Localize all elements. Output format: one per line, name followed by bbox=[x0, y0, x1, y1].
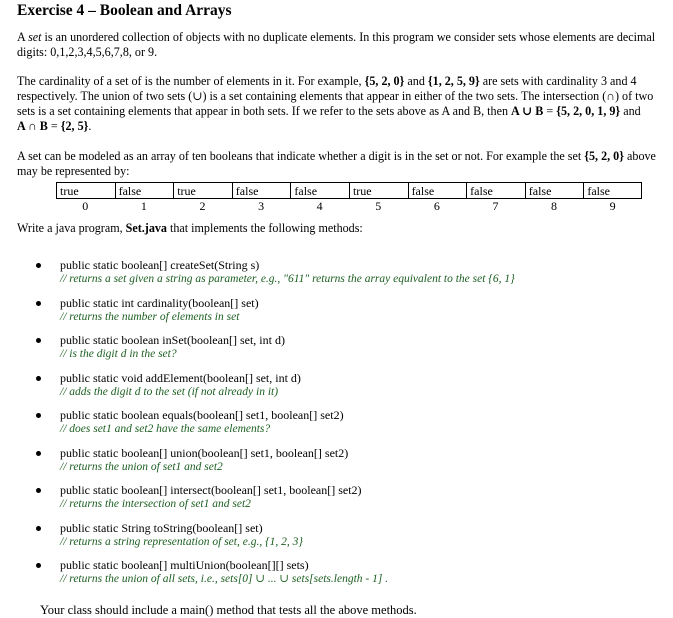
list-item bbox=[36, 521, 656, 559]
intro-line-1: A set is an unordered collection of objects with no duplicate elements. In this program we consider sets whose elements are decimal bbox=[17, 30, 656, 44]
list-item bbox=[36, 258, 656, 296]
list-item bbox=[36, 483, 656, 521]
cardinality-line-4: A ∩ B = {2, 5}. bbox=[17, 119, 92, 133]
intro-paragraph bbox=[17, 30, 665, 60]
model-line-1: A set can be modeled as an array of ten booleans that indicate whether a digit is in the set or not. For example the set {5, 2, 0} above bbox=[17, 149, 656, 163]
method-signature: public static boolean[] createSet(String s) bbox=[60, 258, 260, 272]
array-index-cell: 0 bbox=[82, 199, 89, 213]
bullet-icon bbox=[36, 488, 41, 493]
set-term: set bbox=[28, 30, 42, 44]
filename: Set.java bbox=[125, 221, 167, 235]
array-value-cell: true bbox=[349, 182, 408, 199]
array-value-cell: false bbox=[290, 182, 349, 199]
list-item bbox=[36, 558, 656, 596]
list-item bbox=[36, 333, 656, 371]
method-signature: public static void addElement(boolean[] set, int d) bbox=[60, 370, 301, 385]
array-index-cell: 4 bbox=[316, 199, 323, 213]
instruction-paragraph: Write a java program, Set.java that implements the following methods: bbox=[17, 221, 363, 235]
method-comment: // returns a set given a string as parameter, e.g., "611" returns the array equivalent to the set {6, 1} bbox=[60, 273, 515, 285]
list-item bbox=[36, 296, 656, 334]
cardinality-paragraph bbox=[17, 74, 665, 134]
method-comment: // adds the digit d to the set (if not already in it) bbox=[60, 385, 279, 398]
array-index-cell: 7 bbox=[492, 199, 499, 213]
method-signature: public static int cardinality(boolean[] set) bbox=[60, 295, 259, 310]
method-signature: public static boolean[] multiUnion(boolean[][] sets) bbox=[60, 558, 309, 572]
method-comment: // returns a string representation of set, e.g., {1, 2, 3} bbox=[60, 535, 304, 548]
array-value-cell: false bbox=[466, 182, 525, 199]
method-signature: public static boolean[] intersect(boolean[] set1, boolean[] set2) bbox=[60, 483, 362, 497]
array-index-cell: 2 bbox=[199, 199, 206, 213]
bullet-icon bbox=[36, 376, 41, 381]
model-paragraph bbox=[17, 149, 665, 179]
list-item bbox=[36, 446, 656, 484]
footer-note: Your class should include a main() method that tests all the above methods. bbox=[40, 602, 417, 617]
array-value-cell: false bbox=[408, 182, 467, 199]
bullet-icon bbox=[36, 526, 41, 531]
array-values-row bbox=[56, 182, 642, 199]
boolean-array-table bbox=[56, 182, 642, 214]
bullet-icon bbox=[36, 263, 41, 268]
array-value-cell: true bbox=[173, 182, 232, 199]
method-comment: // returns the union of set1 and set2 bbox=[60, 460, 223, 473]
method-signature: public static boolean inSet(boolean[] set, int d) bbox=[60, 333, 285, 347]
page-title: Exercise 4 – Boolean and Arrays bbox=[17, 2, 232, 19]
bullet-icon bbox=[36, 451, 41, 456]
model-line-2: may be represented by: bbox=[17, 164, 130, 178]
array-value-cell: false bbox=[525, 182, 584, 199]
cardinality-line-2: respectively. The union of two sets (∪) is a set containing elements that appear in either of the two sets. The intersection (∩) of two bbox=[17, 89, 654, 103]
array-index-cell: 8 bbox=[551, 199, 558, 213]
array-value-cell: false bbox=[583, 182, 642, 199]
array-index-cell: 9 bbox=[609, 199, 616, 213]
method-signature: public static String toString(boolean[] set) bbox=[60, 520, 263, 535]
method-comment: // returns the number of elements in set bbox=[60, 310, 240, 323]
cardinality-line-1: The cardinality of a set of is the number of elements in it. For example, {5, 2, 0} and {1, 2, 5, 9} are sets with cardinality 3 and 4 bbox=[17, 74, 637, 88]
bullet-icon bbox=[36, 563, 41, 568]
bullet-icon bbox=[36, 413, 41, 418]
method-list bbox=[36, 258, 656, 596]
array-value-cell: false bbox=[115, 182, 174, 199]
array-value-cell: false bbox=[232, 182, 291, 199]
method-comment: // is the digit d in the set? bbox=[60, 348, 177, 360]
array-index-cell: 3 bbox=[258, 199, 265, 213]
method-comment: // does set1 and set2 have the same elements? bbox=[60, 423, 271, 435]
bullet-icon bbox=[36, 301, 41, 306]
cardinality-line-3: sets is a set containing elements that appear in both sets. If we refer to the sets above as A and B, then A ∪ B = {5, 2, 0, 1, 9} and bbox=[17, 104, 641, 118]
method-comment: // returns the union of all sets, i.e., sets[0] ∪ ... ∪ sets[sets.length - 1] . bbox=[60, 573, 389, 585]
array-value-cell: true bbox=[56, 182, 115, 199]
intro-line-2: digits: 0,1,2,3,4,5,6,7,8, or 9. bbox=[17, 45, 158, 59]
list-item bbox=[36, 408, 656, 446]
list-item bbox=[36, 371, 656, 409]
array-index-cell: 1 bbox=[140, 199, 147, 213]
method-comment: // returns the intersection of set1 and set2 bbox=[60, 498, 251, 510]
array-index-cell: 6 bbox=[433, 199, 440, 213]
bullet-icon bbox=[36, 338, 41, 343]
method-signature: public static boolean equals(boolean[] set1, boolean[] set2) bbox=[60, 408, 344, 422]
method-signature: public static boolean[] union(boolean[] set1, boolean[] set2) bbox=[60, 445, 349, 460]
array-index-row bbox=[56, 199, 642, 214]
array-index-cell: 5 bbox=[375, 199, 382, 213]
